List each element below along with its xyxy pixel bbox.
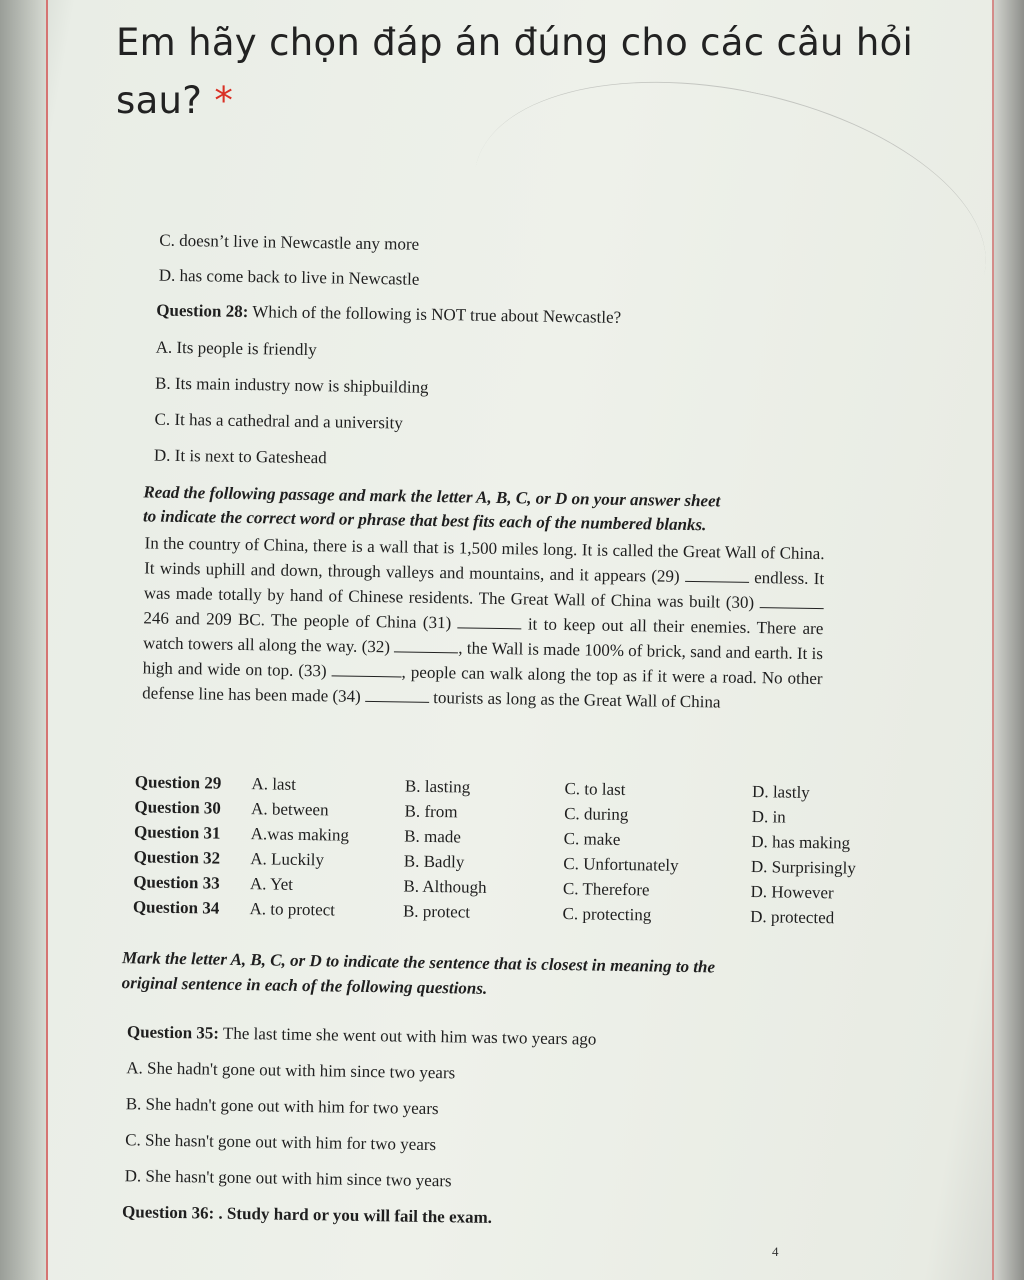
option-c-prev: C. doesn’t live in Newcastle any more xyxy=(159,230,420,254)
blank-29 xyxy=(685,567,749,583)
choice-question: Question 33 xyxy=(133,872,220,893)
blank-30 xyxy=(760,593,824,609)
choice-c: C. protecting xyxy=(562,904,652,925)
instruction-1-line-2: to indicate the correct word or phrase that best fits each of the numbered blanks. xyxy=(142,506,707,535)
blank-32 xyxy=(394,637,458,653)
choice-c: C. Unfortunately xyxy=(563,854,679,875)
choice-b: B. Although xyxy=(403,876,487,897)
q28-option-d: D. It is next to Gateshead xyxy=(153,445,327,468)
cloze-passage xyxy=(142,530,825,716)
q28-option-a: A. Its people is friendly xyxy=(155,337,317,360)
choice-d: D. Surprisingly xyxy=(750,856,856,878)
q28-option-c: C. It has a cathedral and a university xyxy=(154,409,403,433)
question-title xyxy=(116,14,936,130)
question-28-text: Which of the following is NOT true about Newcastle? xyxy=(252,302,622,327)
required-asterisk: * xyxy=(214,79,234,122)
choice-d: D. However xyxy=(750,881,834,903)
form-border-right xyxy=(992,0,994,1280)
monitor-bezel-right xyxy=(992,0,1024,1280)
choice-b: B. protect xyxy=(402,901,471,922)
choice-b: B. Badly xyxy=(403,851,465,872)
passage-part-5: , the Wall is made 100% of brick, sand and earth. It is high and wide on top. (33) xyxy=(142,638,824,681)
passage-part-7: tourists as long as the Great Wall of China xyxy=(433,687,721,712)
choice-b: B. made xyxy=(404,826,462,847)
choice-question: Question 29 xyxy=(134,772,222,793)
choice-d: D. has making xyxy=(751,831,851,853)
choice-a: A. to protect xyxy=(249,899,336,920)
q35-option-c: C. She hasn't gone out with him for two years xyxy=(125,1130,437,1155)
question-36-label: Question 36: xyxy=(121,1202,215,1223)
instruction-2-line-1: Mark the letter A, B, C, or D to indicate the sentence that is closest in meaning to the xyxy=(121,948,716,977)
passage-part-1: In the country of China, there is a wall that is 1,500 miles long. It is called the Great Wall of China. It winds uphill and down, through valleys and mountains, and it appears (29) xyxy=(144,533,825,586)
blank-31 xyxy=(457,613,521,629)
choice-b: B. lasting xyxy=(404,776,471,797)
form-border-left xyxy=(46,0,48,1280)
passage-part-4: it to keep out all their enemies. There are watch towers all along the way. (32) xyxy=(142,614,824,657)
q35-option-b: B. She hadn't gone out with him for two years xyxy=(125,1094,439,1119)
page-number: 4 xyxy=(772,1244,779,1259)
choice-c: C. during xyxy=(564,804,629,825)
choice-question: Question 30 xyxy=(134,797,222,818)
choice-a: A. Yet xyxy=(249,874,294,894)
question-28 xyxy=(156,301,621,328)
q35-option-d: D. She hasn't gone out with him since two years xyxy=(124,1166,452,1191)
question-35-label: Question 35: xyxy=(126,1022,220,1043)
choice-question: Question 32 xyxy=(133,847,221,868)
option-d-prev: D. has come back to live in Newcastle xyxy=(158,265,420,289)
instruction-2-line-2: original sentence in each of the following questions. xyxy=(121,973,488,998)
choice-question: Question 31 xyxy=(133,822,221,843)
monitor-bezel-left xyxy=(0,0,48,1280)
passage-part-6: , people can walk along the top as if it were a road. No other defense line has been made (34) xyxy=(142,662,823,706)
question-36 xyxy=(122,1202,492,1228)
q28-option-b: B. Its main industry now is shipbuilding xyxy=(154,373,429,397)
choice-a: A. last xyxy=(251,774,297,794)
choice-d: D. lastly xyxy=(751,782,810,802)
choice-d: D. protected xyxy=(750,906,835,928)
passage-part-2: endless. It was made totally by hand of Chinese residents. The Great Wall of China was built (30) xyxy=(143,568,825,613)
question-36-text: . Study hard or you will fail the exam. xyxy=(218,1203,493,1227)
choice-c: C. Therefore xyxy=(562,879,650,900)
choice-a: A.was making xyxy=(250,824,350,845)
question-title-text: Em hãy chọn đáp án đúng cho các câu hỏi sau? xyxy=(116,21,914,122)
instruction-1-line-1: Read the following passage and mark the letter A, B, C, or D on your answer sheet xyxy=(143,482,721,511)
blank-33 xyxy=(332,661,402,677)
question-35-text: The last time she went out with him was two years ago xyxy=(222,1023,597,1049)
q35-option-a: A. She hadn't gone out with him since two years xyxy=(126,1058,456,1083)
choice-a: A. Luckily xyxy=(250,849,325,870)
choice-question: Question 34 xyxy=(132,897,220,918)
blank-34 xyxy=(365,687,429,703)
choice-b: B. from xyxy=(404,801,458,822)
question-28-label: Question 28: xyxy=(156,300,249,322)
passage-part-3: 246 and 209 BC. The people of China (31) xyxy=(143,608,452,633)
choice-d: D. in xyxy=(751,807,786,827)
question-35 xyxy=(127,1022,597,1049)
choices-table xyxy=(133,772,891,934)
choice-a: A. between xyxy=(250,799,329,820)
choice-c: C. to last xyxy=(564,779,626,800)
choice-c: C. make xyxy=(563,829,621,849)
